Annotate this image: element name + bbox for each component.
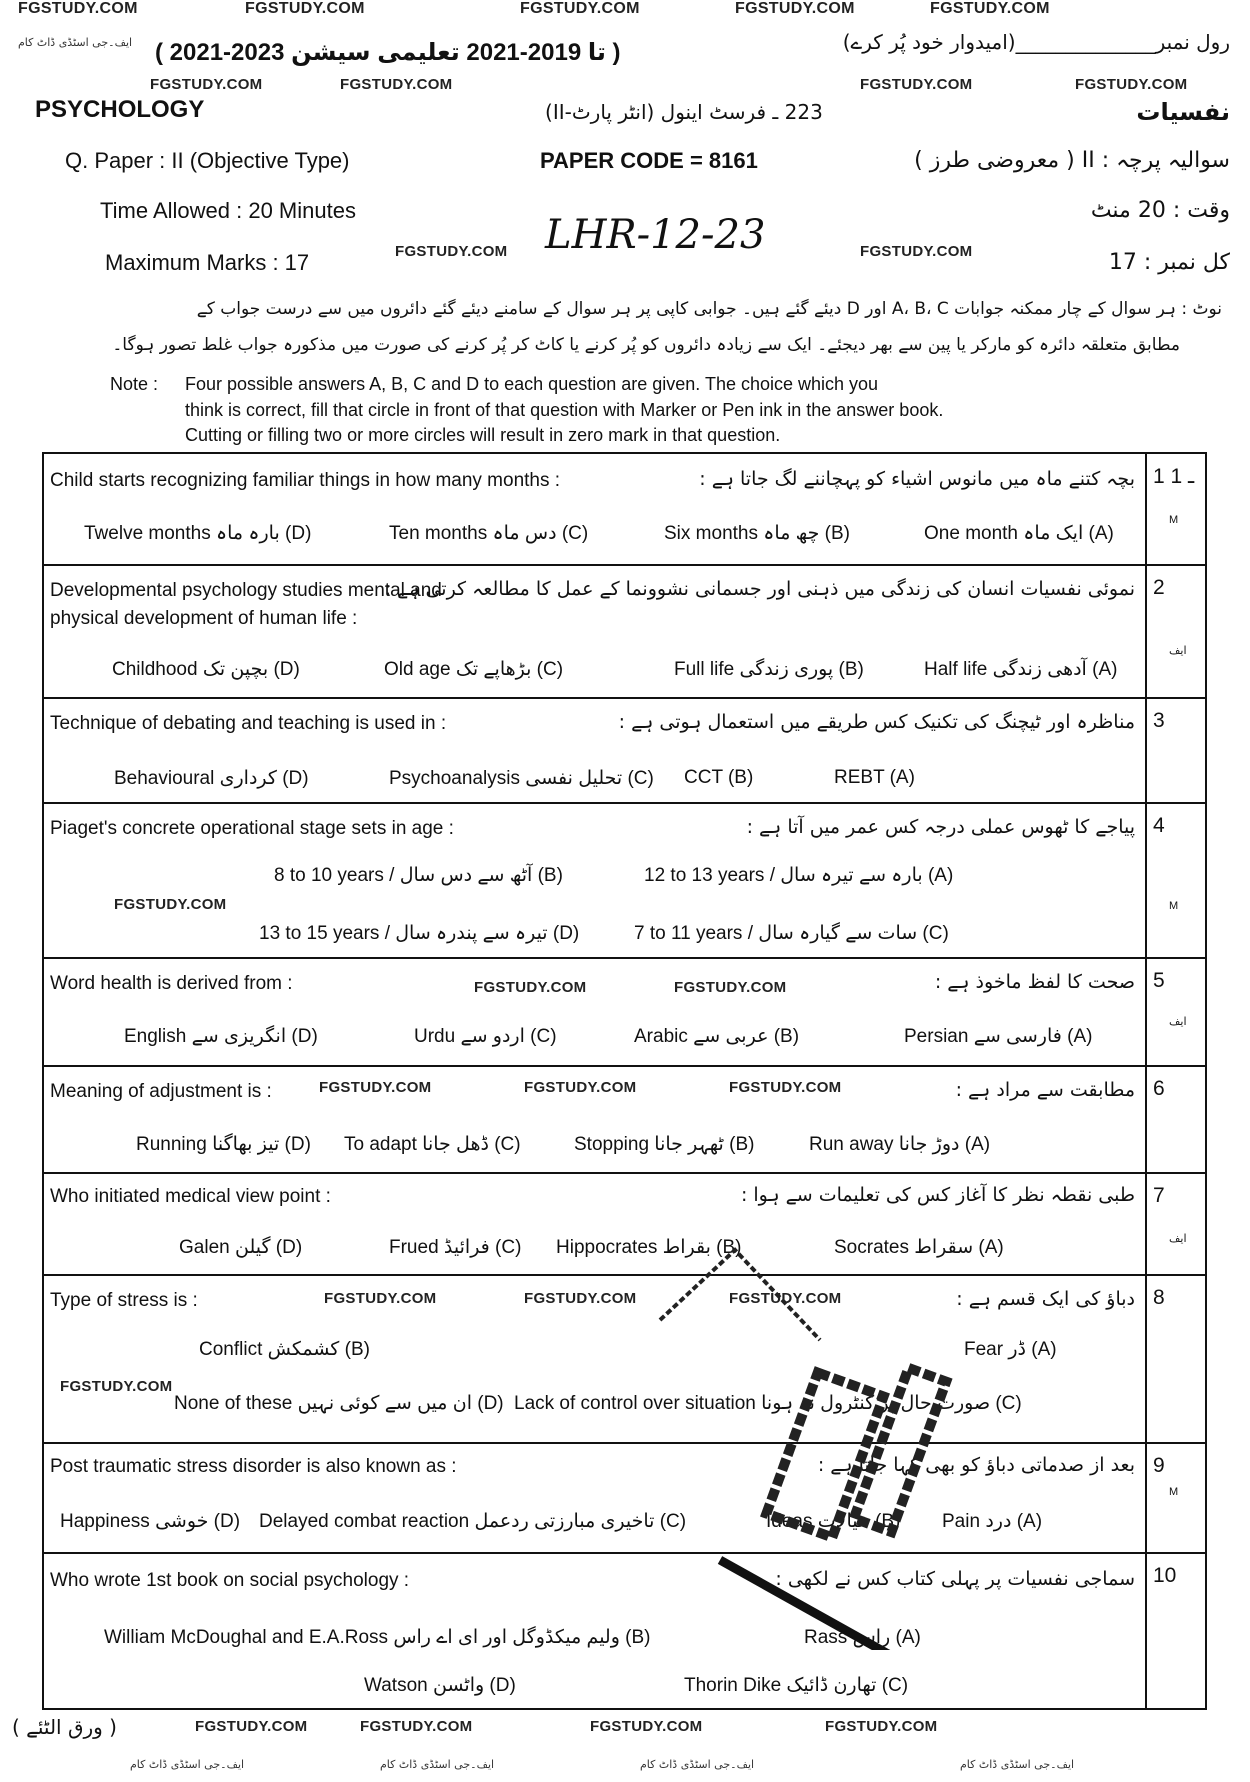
watermark: FGSTUDY.COM	[590, 1718, 703, 1735]
question-row	[44, 802, 1205, 957]
question-text-ur: نموئی نفسیات انسان کی زندگی میں ذہنی اور جسمانی نشوونما کے عمل کا مطالعہ کرتی ہے :	[384, 578, 1135, 600]
watermark: FGSTUDY.COM	[340, 76, 453, 93]
margin-mark: M	[1169, 514, 1179, 526]
question-text-ur: صحت کا لفظ ماخوذ ہے :	[934, 971, 1135, 993]
question-row	[44, 697, 1205, 802]
question-number-cell	[1145, 959, 1205, 1065]
margin-mark: ایف	[1169, 645, 1187, 657]
option-a[interactable]: REBT (A)	[834, 767, 915, 788]
question-text-en: Meaning of adjustment is :	[50, 1081, 272, 1102]
question-number-cell	[1145, 1067, 1205, 1172]
note-line3: Cutting or filling two or more circles will result in zero mark in that question.	[185, 425, 781, 445]
option-d[interactable]: Happiness خوشی (D)	[60, 1511, 241, 1532]
question-text-ur: مطابقت سے مراد ہے :	[955, 1079, 1135, 1101]
question-text-ur: بعد از صدماتی دباؤ کو بھی کہا جاتا ہے :	[817, 1454, 1135, 1476]
option-d[interactable]: Galen گیلن (D)	[179, 1237, 303, 1258]
question-number: 3	[1153, 709, 1165, 732]
watermark: FGSTUDY.COM	[319, 1079, 432, 1096]
watermark: FGSTUDY.COM	[114, 896, 227, 913]
question-text-ur: طبی نقطہ نظر کا آغاز کس کی تعلیمات سے ہوا :	[740, 1184, 1135, 1206]
question-number: 8	[1153, 1286, 1165, 1309]
note-label: Note :	[110, 374, 159, 394]
max-marks-ur: کل نمبر : 17	[1108, 250, 1230, 275]
option-d[interactable]: Running تیز بھاگنا (D)	[136, 1134, 311, 1155]
question-number: 1 ـ 1	[1153, 465, 1195, 488]
watermark: FGSTUDY.COM	[930, 0, 1050, 17]
question-text-ur: دباؤ کی ایک قسم ہے :	[956, 1288, 1135, 1310]
question-number-cell	[1145, 1276, 1205, 1442]
option-a[interactable]: One month ایک ماہ (A)	[924, 523, 1114, 544]
paper-code: PAPER CODE = 8161	[540, 148, 758, 173]
watermark: FGSTUDY.COM	[729, 1079, 842, 1096]
option-c[interactable]: To adapt ڈھل جانا (C)	[344, 1134, 521, 1155]
question-number-cell	[1145, 804, 1205, 957]
exam-title-ur: 223 ـ فرسٹ اینول (انٹر پارٹ-II)	[545, 100, 823, 124]
watermark: FGSTUDY.COM	[825, 1718, 938, 1735]
watermark: FGSTUDY.COM	[18, 0, 138, 17]
question-table	[42, 452, 1207, 1710]
question-number: 9	[1153, 1454, 1165, 1477]
question-number-cell	[1145, 566, 1205, 697]
question-row	[44, 957, 1205, 1065]
question-text-en: Word health is derived from :	[50, 973, 293, 994]
option-a[interactable]: Pain درد (A)	[942, 1511, 1043, 1532]
option-c[interactable]: Lack of control over situation صورت حال پر کنٹرول نہ ہونا (C)	[514, 1393, 1022, 1414]
urdu-watermark: ایف۔جی اسٹڈی ڈاٹ کام	[380, 1758, 495, 1771]
question-text-en: Child starts recognizing familiar things in how many months :	[50, 470, 561, 491]
question-row	[44, 1274, 1205, 1442]
question-number-cell	[1145, 1554, 1205, 1708]
instructions-urdu-line2: مطابق متعلقہ دائرہ کو مارکر یا پین سے بھر دیجئے۔ ایک سے زیادہ دائروں کو پُر کرنے یا کاٹ کر پُر کرنے کی صورت میں مذکورہ جواب غلط تصور ہوگا۔	[112, 335, 1180, 355]
watermark: FGSTUDY.COM	[195, 1718, 308, 1735]
question-number: 10	[1153, 1564, 1177, 1587]
instructions-urdu-line1: نوٹ : ہر سوال کے چار ممکنہ جوابات A، B، C اور D دیئے گئے ہیں۔ جوابی کاپی پر ہر سوال کے سامنے دیئے گئے دائروں میں سے درست جواب کے	[196, 299, 1222, 319]
question-row	[44, 1172, 1205, 1274]
watermark: FGSTUDY.COM	[520, 0, 640, 17]
handwritten-code: LHR-12-23	[545, 212, 766, 258]
question-number: 6	[1153, 1077, 1165, 1100]
option-a[interactable]: Fear ڈر (A)	[964, 1339, 1057, 1360]
option-c[interactable]: Urdu اردو سے (C)	[414, 1026, 557, 1047]
option-c[interactable]: Ten months دس ماہ (C)	[389, 523, 589, 544]
watermark: FGSTUDY.COM	[245, 0, 365, 17]
question-row	[44, 454, 1205, 564]
question-text-en-cont: physical development of human life :	[50, 608, 358, 629]
watermark: FGSTUDY.COM	[324, 1290, 437, 1307]
option-d[interactable]: Childhood بچپن تک (D)	[112, 659, 300, 680]
urdu-watermark: ایف۔جی اسٹڈی ڈاٹ کام	[640, 1758, 755, 1771]
option-b[interactable]: Arabic عربی سے (B)	[634, 1026, 800, 1047]
subject-title-en: PSYCHOLOGY	[35, 96, 205, 123]
question-row	[44, 1065, 1205, 1172]
margin-mark: M	[1169, 1486, 1179, 1498]
option-a[interactable]: Persian فارسی سے (A)	[904, 1026, 1093, 1047]
option-b[interactable]: Stopping ٹھہر جانا (B)	[574, 1134, 755, 1155]
option-c[interactable]: Delayed combat reaction تاخیری مبارزتی ردعمل (C)	[259, 1511, 687, 1532]
option-b[interactable]: William McDoughal and E.A.Ross ولیم میکڈوگل اور ای اے راس (B)	[104, 1627, 651, 1648]
watermark: FGSTUDY.COM	[735, 0, 855, 17]
question-number-cell	[1145, 1174, 1205, 1274]
subject-title-ur: نفسیات	[1136, 98, 1230, 126]
option-c[interactable]: 7 to 11 years / سات سے گیارہ سال (C)	[634, 923, 949, 944]
watermark: FGSTUDY.COM	[150, 76, 263, 93]
option-d[interactable]: Behavioural کرداری (D)	[114, 768, 309, 789]
question-text-ur: مناظرہ اور ٹیچنگ کی تکنیک کس طریقے میں استعمال ہوتی ہے :	[618, 711, 1135, 733]
watermark: FGSTUDY.COM	[474, 979, 587, 996]
option-a[interactable]: Rass راس (A)	[804, 1627, 921, 1648]
option-c[interactable]: Psychoanalysis تحلیل نفسی (C)	[389, 768, 654, 789]
option-d[interactable]: None of these ان میں سے کوئی نہیں (D)	[174, 1393, 504, 1414]
question-text-en: Post traumatic stress disorder is also known as :	[50, 1456, 457, 1477]
question-row	[44, 1552, 1205, 1708]
note-line1: Four possible answers A, B, C and D to each question are given. The choice which you	[185, 374, 879, 394]
q-paper-en: Q. Paper : II (Objective Type)	[65, 148, 350, 173]
question-text-en: Piaget's concrete operational stage sets in age :	[50, 818, 454, 839]
option-b[interactable]: Conflict کشمکش (B)	[199, 1339, 370, 1360]
time-allowed-ur: وقت : 20 منٹ	[1090, 198, 1230, 223]
option-d[interactable]: Watson واٹسن (D)	[364, 1675, 516, 1696]
watermark: FGSTUDY.COM	[524, 1079, 637, 1096]
question-number: 2	[1153, 576, 1165, 599]
note-line2: think is correct, fill that circle in front of that question with Marker or Pen ink in the answer book.	[185, 400, 944, 420]
watermark: FGSTUDY.COM	[524, 1290, 637, 1307]
question-text-en: Who wrote 1st book on social psychology :	[50, 1570, 410, 1591]
watermark: FGSTUDY.COM	[729, 1290, 842, 1307]
question-number: 5	[1153, 969, 1165, 992]
watermark: FGSTUDY.COM	[860, 76, 973, 93]
option-b[interactable]: CCT (B)	[684, 767, 754, 788]
watermark: FGSTUDY.COM	[360, 1718, 473, 1735]
question-text-en: Type of stress is :	[50, 1290, 198, 1311]
option-b[interactable]: Ideas خیالات (B)	[766, 1511, 901, 1532]
time-allowed-en: Time Allowed : 20 Minutes	[100, 198, 356, 223]
urdu-watermark: ایف۔جی اسٹڈی ڈاٹ کام	[18, 36, 133, 49]
option-a[interactable]: 12 to 13 years / بارہ سے تیرہ سال (A)	[644, 865, 954, 886]
option-c[interactable]: Thorin Dike تھارن ڈائیک (C)	[684, 1675, 909, 1696]
question-number-cell	[1145, 699, 1205, 802]
option-a[interactable]: Socrates سقراط (A)	[834, 1237, 1004, 1258]
turn-over-label: ( ورق الٹئے )	[12, 1715, 117, 1739]
question-text-ur: بچہ کتنے ماہ میں مانوس اشیاء کو پہچاننے لگ جاتا ہے :	[699, 468, 1135, 490]
watermark: FGSTUDY.COM	[860, 243, 973, 260]
option-b[interactable]: Hippocrates بقراط (B)	[556, 1237, 742, 1258]
option-d[interactable]: 13 to 15 years / تیرہ سے پندرہ سال (D)	[259, 923, 580, 944]
roll-number-field: رول نمبر______________(امیدوار خود پُر کرے)	[842, 30, 1230, 54]
option-d[interactable]: English انگریزی سے (D)	[124, 1026, 318, 1047]
watermark: FGSTUDY.COM	[1075, 76, 1188, 93]
option-a[interactable]: Run away دوڑ جانا (A)	[809, 1134, 991, 1155]
question-text-ur: سماجی نفسیات پر پہلی کتاب کس نے لکھی :	[775, 1568, 1135, 1590]
watermark: FGSTUDY.COM	[674, 979, 787, 996]
question-text-ur: پیاجے کا ٹھوس عملی درجہ کس عمر میں آتا ہے :	[746, 816, 1135, 838]
question-text-en: Technique of debating and teaching is used in :	[50, 713, 447, 734]
margin-mark: ایف	[1169, 1233, 1187, 1245]
option-b[interactable]: 8 to 10 years / آٹھ سے دس سال (B)	[274, 865, 563, 886]
question-row	[44, 1442, 1205, 1552]
q-paper-ur: سوالیہ پرچہ : II ( معروضی طرز )	[914, 148, 1230, 173]
max-marks-en: Maximum Marks : 17	[105, 250, 310, 275]
option-b[interactable]: Six months چھ ماہ (B)	[664, 523, 851, 544]
question-number-cell	[1145, 454, 1205, 564]
watermark: FGSTUDY.COM	[60, 1378, 173, 1395]
option-a[interactable]: Half life آدھی زندگی (A)	[924, 659, 1118, 680]
margin-mark: ایف	[1169, 1016, 1187, 1028]
question-number: 7	[1153, 1184, 1165, 1207]
option-c[interactable]: Frued فرائیڈ (C)	[389, 1237, 522, 1258]
option-b[interactable]: Full life پوری زندگی (B)	[674, 659, 864, 680]
watermark: FGSTUDY.COM	[395, 243, 508, 260]
question-number-cell	[1145, 1444, 1205, 1552]
question-text-en: Who initiated medical view point :	[50, 1186, 331, 1207]
question-text-en: Developmental psychology studies mental and	[50, 580, 442, 601]
option-c[interactable]: Old age بڑھاپے تک (C)	[384, 659, 564, 680]
session-years: ( 2021-2023 تا 2019-2021 تعلیمی سیشن )	[155, 39, 621, 66]
urdu-watermark: ایف۔جی اسٹڈی ڈاٹ کام	[130, 1758, 245, 1771]
question-row	[44, 564, 1205, 697]
question-number: 4	[1153, 814, 1165, 837]
urdu-watermark: ایف۔جی اسٹڈی ڈاٹ کام	[960, 1758, 1075, 1771]
option-d[interactable]: Twelve months بارہ ماہ (D)	[84, 523, 312, 544]
margin-mark: M	[1169, 900, 1179, 912]
